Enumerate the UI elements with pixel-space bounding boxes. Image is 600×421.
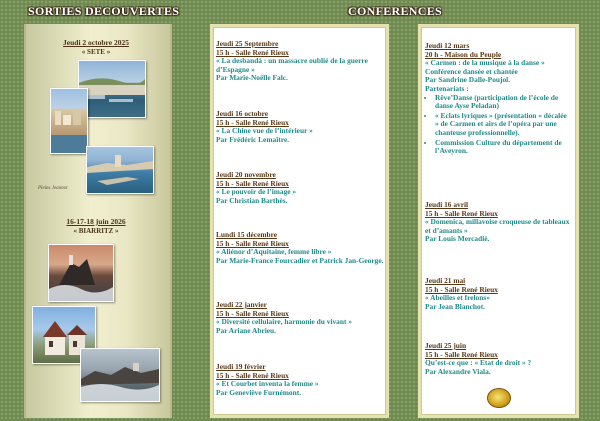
event-title: « Le pouvoir de l’image »: [216, 187, 297, 197]
event-title: « Aliénor d’Aquitaine, femme libre »: [216, 247, 332, 257]
conference-event: [216, 110, 386, 144]
sorties-heading: SORTIES DECOUVERTES: [28, 4, 180, 18]
biarritz-coast-photo: [80, 348, 160, 402]
event-date: Jeudi 21 mai: [425, 276, 466, 285]
event-date: Jeudi 25 juin: [425, 341, 467, 350]
event-place: 20 h - Maison du Peuple: [425, 49, 502, 59]
event-place: 15 h - Salle René Rieux: [425, 349, 498, 359]
partners-label: Partenariats :: [425, 83, 469, 93]
event-date: Jeudi 25 Septembre: [216, 39, 279, 48]
conference-event: [216, 363, 386, 397]
conference-event: [216, 231, 386, 265]
event-date: Jeudi 16 avril: [425, 200, 469, 209]
event-place: 15 h - Salle René Rieux: [216, 238, 289, 248]
sete-aerial-photo: [78, 60, 146, 118]
event-subtitle: Conférence dansée et chantée: [425, 66, 518, 76]
event-title: « La Chine vue de l’intérieur »: [216, 126, 313, 136]
association-logo-icon: [487, 388, 511, 408]
event-title: « Carmen : de la musique à la danse »: [425, 58, 545, 68]
event-speaker: Par Jean Blanchot.: [425, 301, 486, 311]
partner-item: • Commission Culture du département de l’Aveyron.: [435, 139, 571, 156]
event-date: Jeudi 22 janvier: [216, 300, 267, 309]
conferences-panel-autumn: [210, 24, 389, 418]
event-speaker: Par Marie-France Fourcadier et Patrick Jan-George.: [216, 255, 384, 265]
event-speaker: Par Louis Mercadié.: [425, 234, 490, 244]
sete-port-photo: [86, 146, 154, 194]
event-place: 15 h - Salle René Rieux: [216, 178, 289, 188]
partner-item: • « Eclats lyriques » (présentation « décalée » de Carmen et airs de l’opéra par une chanteuse professionnelle).: [435, 112, 571, 138]
trip-place-sete: « SETE »: [81, 48, 111, 56]
event-date: Jeudi 12 mars: [425, 41, 470, 50]
trip-date-sete: Jeudi 2 octobre 2025: [63, 38, 129, 47]
event-date: Jeudi 20 novembre: [216, 170, 276, 179]
conference-event: [425, 277, 571, 311]
partners-list: [425, 94, 571, 156]
event-speaker: Par Sandrine Dalle-Poujol.: [425, 75, 511, 85]
partner-item: • Rêve’Danse (participation de l’école de danse Ayse Peladan): [435, 94, 571, 111]
conference-event: [425, 201, 571, 244]
event-place: 15 h - Salle René Rieux: [216, 308, 289, 318]
trip-place-biarritz: « BIARRITZ »: [73, 227, 119, 235]
conference-event: [216, 171, 386, 205]
event-place: 15 h - Salle René Rieux: [216, 47, 289, 57]
event-date: Jeudi 19 février: [216, 362, 266, 371]
event-title: « Domenica, millavoise croqueuse de tableaux et d’amants »: [425, 217, 570, 235]
trip-date-biarritz: 16-17-18 juin 2026: [66, 217, 126, 226]
event-speaker: Par Christian Barthès.: [216, 195, 288, 205]
photo-signature: Pleins Jeannot: [38, 186, 68, 191]
event-speaker: Par Geneviève Furnémont.: [216, 387, 302, 397]
event-speaker: Par Ariane Abrieu.: [216, 325, 277, 335]
event-place: 15 h - Salle René Rieux: [216, 370, 289, 380]
event-title: « Diversité cellulaire, harmonie du vivant »: [216, 317, 352, 327]
conference-event: [216, 301, 386, 335]
event-place: 15 h - Salle René Rieux: [216, 117, 289, 127]
event-place: 15 h - Salle René Rieux: [425, 284, 498, 294]
event-speaker: Par Frédéric Lemaître.: [216, 134, 289, 144]
event-title: Qu’est-ce que : « Etat de droit » ?: [425, 358, 532, 368]
conferences-heading: CONFERENCES: [348, 4, 442, 18]
event-title: « Et Courbet inventa la femme »: [216, 379, 319, 389]
event-speaker: Par Alexandre Viala.: [425, 366, 491, 376]
event-title: « La desbandá : un massacre oublié de la guerre d’Espagne »: [216, 56, 368, 74]
event-place: 15 h - Salle René Rieux: [425, 208, 498, 218]
biarritz-rock-photo: [48, 244, 114, 302]
conference-event: [216, 40, 386, 83]
event-title: « Abeilles et frelons»: [425, 293, 490, 303]
sete-town-photo: [50, 88, 88, 154]
conference-event: [425, 342, 571, 376]
conference-event-carmen: [425, 42, 571, 157]
event-date: Jeudi 16 octobre: [216, 109, 269, 118]
event-date: Lundi 15 décembre: [216, 230, 278, 239]
event-speaker: Par Marie-Noëlle Falc.: [216, 73, 288, 83]
